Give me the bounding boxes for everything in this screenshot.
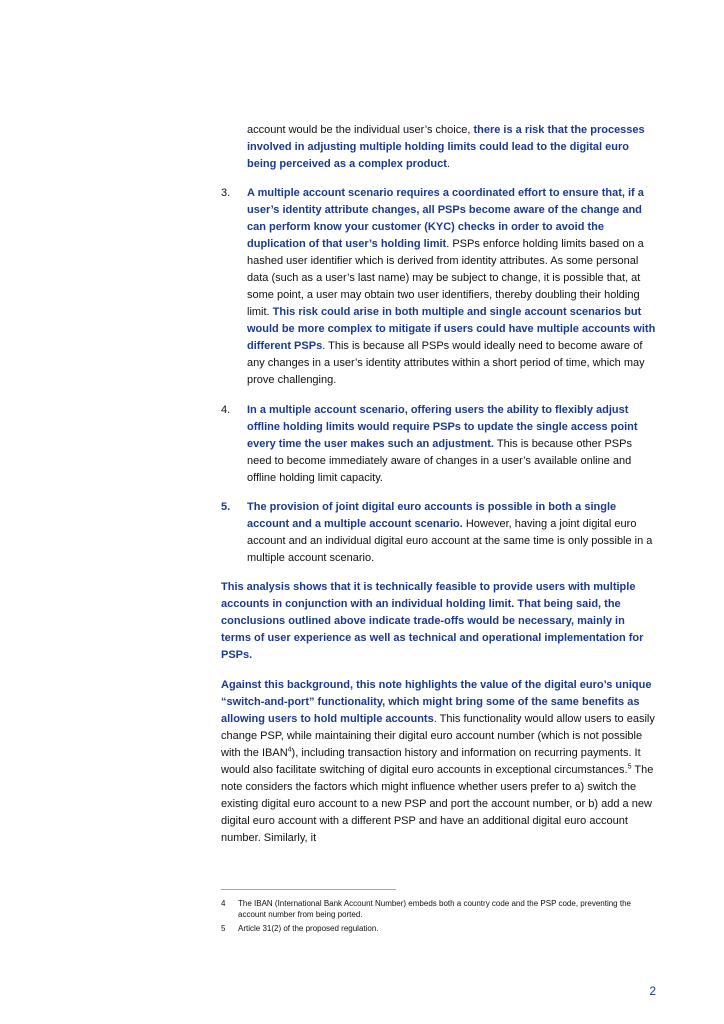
- footnote-text: The IBAN (International Bank Account Number) embeds both a country code and the PSP code, preventing the account number from being ported.: [238, 899, 631, 919]
- list-item-body: [247, 499, 659, 567]
- footnote-number: 5: [221, 924, 226, 933]
- continuation-bold-1: there is a risk that the processes involved in adjusting multiple holding limits could lead to the digital euro being perceived as a complex product: [247, 124, 645, 170]
- continuation-text-1: account would be the individual user’s choice,: [247, 124, 474, 136]
- item-bold-text: This risk could arise in both multiple and single account scenarios but would be more complex to mitigate if users could have multiple accounts with different PSPs: [247, 306, 656, 352]
- item-bold-text: In a multiple account scenario, offering users the ability to flexibly adjust offline holding limits would require PSPs to update the single access point every time the user makes such an adjustment.: [247, 404, 638, 450]
- footnote-number: 4: [221, 899, 226, 908]
- against-paragraph: [221, 677, 657, 847]
- against-text-1: . This functionality would allow users to easily change PSP, while maintaining their digital euro account number (which is not possible with the IBAN: [221, 713, 655, 759]
- item-text: . PSPs enforce holding limits based on a hashed user identifier which is derived from identity attributes. As some personal data (such as a user’s last name) may be subject to change, it is possible that, at some point, a user may obtain two user identifiers, thereby doubling their holding limit.: [247, 238, 644, 318]
- item-text: This is because other PSPs need to become immediately aware of changes in a user’s available online and offline holding limit capacity.: [247, 438, 632, 484]
- list-item-body: [247, 402, 659, 487]
- list-item-number: 4.: [221, 404, 231, 416]
- footnote-divider: [221, 889, 396, 890]
- against-text-2: ), including transaction history and information on recurring payments. It would also facilitate switching of digital euro accounts in exceptional circumstances.: [221, 747, 641, 776]
- continuation-paragraph: [247, 122, 659, 173]
- list-item-body: [247, 185, 659, 389]
- continuation-text-2: .: [446, 158, 450, 170]
- list-item-number: 3.: [221, 187, 231, 199]
- against-bold-text: Against this background, this note highlights the value of the digital euro’s unique “switch-and-port” functionality, which might bring some of the same benefits as allowing users to hold multiple accounts: [221, 679, 652, 725]
- list-item-number: 5.: [221, 501, 231, 513]
- item-bold-text: A multiple account scenario requires a coordinated effort to ensure that, if a user’s identity attribute changes, all PSPs become aware of the change and can perform know your customer (KYC) checks in order to avoid the duplication of that user’s holding limit: [247, 187, 644, 250]
- analysis-bold-text: This analysis shows that it is technically feasible to provide users with multiple accounts in conjunction with an individual holding limit. That being said, the conclusions outlined above indicate trade-offs would be necessary, mainly in terms of user experience as well as technical and operational implementation for PSPs.: [221, 581, 644, 661]
- item-text: However, having a joint digital euro account and an individual digital euro account at the same time is only possible in a multiple account scenario.: [247, 518, 653, 564]
- footnote-ref-4[interactable]: 4: [287, 746, 292, 754]
- against-text-3: The note considers the factors which might influence whether users prefer to a) switch the existing digital euro account to a new PSP and port the account number, or b) add a new digital euro account with a different PSP and have an additional digital euro account number. Similarly, it: [221, 764, 654, 844]
- page-number: 2: [649, 984, 656, 998]
- item-text: . This is because all PSPs would ideally need to become aware of any changes in a user’s identity attributes within a short period of time, which may prove challenging.: [247, 340, 645, 386]
- item-bold-text: The provision of joint digital euro accounts is possible in both a single account and a multiple account scenario.: [247, 501, 617, 530]
- footnote-text: Article 31(2) of the proposed regulation.: [238, 924, 379, 933]
- footnote-ref-5[interactable]: 5: [627, 763, 632, 771]
- analysis-paragraph: [221, 579, 657, 664]
